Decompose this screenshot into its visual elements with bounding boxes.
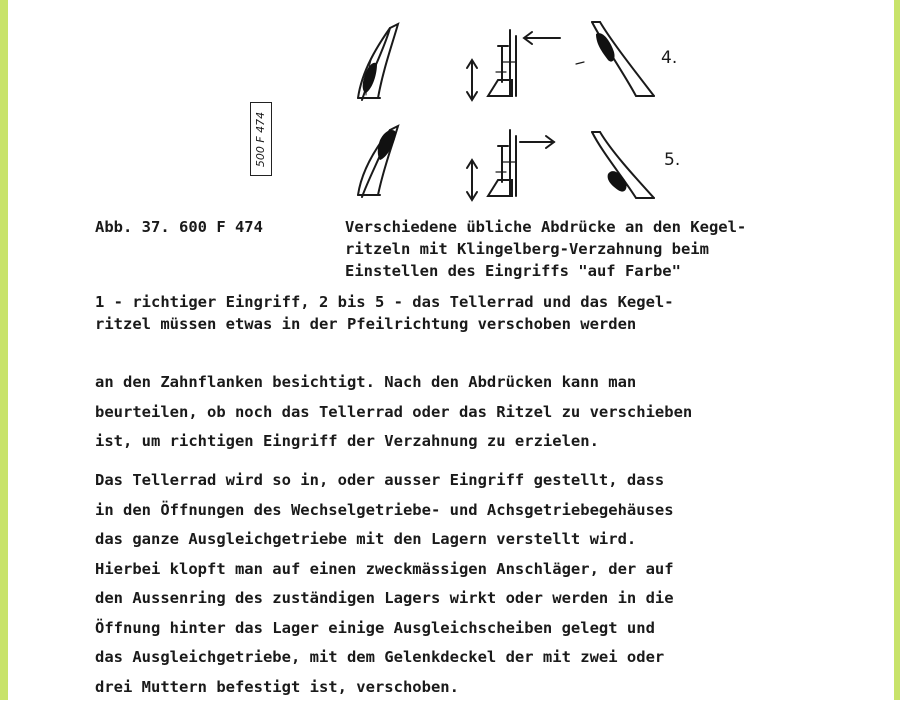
archive-stamp [250,102,272,176]
tooth-left-row4 [358,24,398,100]
figure-legend [95,291,885,335]
tooth-right-row4 [576,22,654,96]
archive-stamp-text: 500 F 474 [255,111,268,166]
text-line: das ganze Ausgleichgetriebe mit den Lagern verstellt wird. [95,525,885,555]
caption-line: Verschiedene übliche Abdrücke an den Kegel- [345,216,746,238]
legend-line: ritzel müssen etwas in der Pfeilrichtung verschoben werden [95,313,885,335]
tooth-right-row5 [592,132,654,198]
tooth-contact-figure [240,0,720,215]
body-paragraph-2 [95,466,885,702]
text-line: Öffnung hinter das Lager einige Ausgleichscheiben gelegt und [95,614,885,644]
text-line: an den Zahnflanken besichtigt. Nach den Abdrücken kann man [95,368,885,398]
legend-line: 1 - richtiger Eingriff, 2 bis 5 - das Tellerrad und das Kegel- [95,291,885,313]
figure-row-label-4: 4. [661,48,677,68]
body-paragraph-1 [95,368,885,457]
caption-line: Einstellen des Eingriffs "auf Farbe" [345,260,746,282]
text-line: drei Muttern befestigt ist, verschoben. [95,673,885,702]
page-border-left [0,0,8,700]
text-line: das Ausgleichgetriebe, mit dem Gelenkdeckel der mit zwei oder [95,643,885,673]
figure-row-label-5: 5. [664,150,680,170]
adjust-diagram-row5 [467,130,554,200]
page-border-right [894,0,900,700]
text-line: beurteilen, ob noch das Tellerrad oder das Ritzel zu verschieben [95,398,885,428]
text-line: ist, um richtigen Eingriff der Verzahnung zu erzielen. [95,427,885,457]
text-line: Das Tellerrad wird so in, oder ausser Eingriff gestellt, dass [95,466,885,496]
figure-reference: Abb. 37. 600 F 474 [95,216,263,238]
caption-line: ritzeln mit Klingelberg-Verzahnung beim [345,238,746,260]
adjust-diagram-row4 [467,30,560,100]
text-line: den Aussenring des zuständigen Lagers wirkt oder werden in die [95,584,885,614]
caption-text [345,216,746,282]
tooth-left-row5 [358,126,398,197]
text-line: Hierbei klopft man auf einen zweckmässigen Anschläger, der auf [95,555,885,585]
text-line: in den Öffnungen des Wechselgetriebe- und Achsgetriebegehäuses [95,496,885,526]
